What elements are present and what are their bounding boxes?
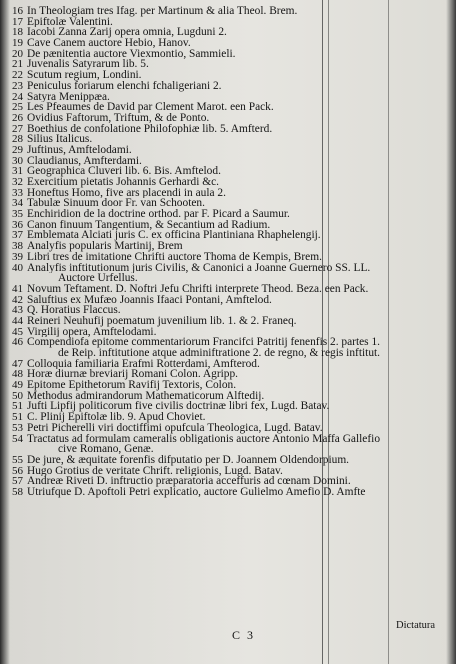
catalogue-entry [12, 38, 442, 49]
entry-text: Honeftus Homo, five ars placendi in aula 2. [27, 187, 226, 199]
entry-number: 25 [12, 102, 23, 113]
entry-number: 17 [12, 16, 23, 28]
catalogue-entry [12, 391, 442, 402]
catalogue-entry [12, 198, 442, 209]
catalogue-entry [12, 113, 442, 124]
entry-text: Ovidius Faftorum, Triftum, & de Ponto. [27, 112, 210, 124]
entry-number: 21 [12, 59, 23, 71]
entry-number: 36 [12, 219, 23, 231]
entry-text: Petri Picherelli viri doctiffimi opufcula Theologica, Lugd. Batav. [27, 422, 323, 434]
entry-number: 27 [12, 123, 23, 135]
entry-number: 19 [12, 38, 23, 49]
entry-text: Andreæ Riveti D. inftructio præparatoria acceffuris ad cœnam Domini. [27, 476, 351, 487]
catalogue-entry [12, 92, 442, 103]
catchword: Dictatura [396, 620, 436, 631]
catalogue-entry [12, 401, 442, 412]
entry-number: 51 [12, 412, 23, 423]
catalogue-entry [12, 252, 442, 263]
catalogue-entry [12, 380, 442, 391]
catalogue-entry [12, 145, 442, 156]
catalogue-entry [12, 49, 442, 60]
entry-text: Virgilij opera, Amftelodami. [27, 326, 157, 338]
page-footer [0, 620, 456, 642]
entry-text: Cave Canem auctore Hebio, Hanov. [27, 38, 191, 49]
entry-number: 51 [12, 401, 23, 413]
entry-text: C. Plinij Epiftolæ lib. 9. Apud Choviet. [27, 412, 206, 423]
catalogue-entry [12, 305, 442, 316]
entry-number: 54 [12, 433, 23, 445]
entry-number: 28 [12, 134, 23, 145]
catalogue-entry [12, 295, 442, 306]
catalogue-entry [12, 327, 442, 338]
entry-number: 33 [12, 187, 23, 199]
entry-text: Saluftius ex Mufæo Joannis Ifaaci Pontani, Amftelod. [27, 294, 272, 306]
catalogue-entry [12, 284, 442, 295]
entry-text: Novum Teftament. D. Noftri Jefu Chrifti interprete Theod. Beza. een Pack. [27, 283, 369, 295]
signature-mark: C 3 [232, 628, 256, 642]
catalogue-entry-continuation [12, 444, 442, 455]
catalogue-entry [12, 27, 442, 38]
catalogue-entry-continuation [12, 348, 442, 359]
catalogue-entry [12, 81, 442, 92]
entry-number: 16 [12, 6, 23, 17]
entry-number: 46 [12, 337, 23, 348]
catalogue-entry [12, 124, 442, 135]
entry-text: Analyfis popularis Martinij, Brem [27, 241, 183, 252]
entry-text: Boethius de confolatione Philofophiæ lib. 5. Amfterd. [27, 123, 273, 135]
entry-number: 34 [12, 198, 23, 210]
entry-number: 45 [12, 326, 23, 338]
catalogue-entry [12, 6, 442, 17]
catalogue-entry [12, 230, 442, 241]
catalogue-entry [12, 188, 442, 199]
entry-text: Colloquia familiaria Erafmi Rotterdami, Amfterod. [27, 358, 260, 370]
catalogue-entry [12, 102, 442, 113]
entry-text: Silius Italicus. [27, 134, 93, 145]
entry-text: Canon finuum Tangentium, & Secantium ad Radium. [27, 219, 271, 231]
entry-text: Hugo Grotius de veritate Chrift. religionis, Lugd. Batav. [27, 465, 283, 477]
catalogue-entry [12, 423, 442, 434]
catalogue-entry [12, 476, 442, 487]
entry-text: Libri tres de imitatione Chrifti auctore Thoma de Kempis, Brem. [27, 251, 322, 263]
catalogue-entry [12, 487, 442, 498]
entry-number: 56 [12, 465, 23, 477]
entry-text: Iacobi Zanna Zarij opera omnia, Lugduni 2. [27, 27, 227, 39]
entry-number: 30 [12, 155, 23, 167]
catalogue-entry [12, 59, 442, 70]
entry-text: Claudianus, Amfterdami. [27, 155, 142, 167]
entry-number: 57 [12, 476, 23, 487]
entry-text: Enchiridion de la doctrine orthod. par F. Picard a Saumur. [27, 209, 290, 220]
entry-number: 24 [12, 91, 23, 103]
catalogue-entry [12, 466, 442, 477]
entry-number: 23 [12, 80, 23, 92]
entry-text: De jure, & æquitate forenfis difputatio per D. Joannem Oldendorpium. [27, 454, 350, 466]
entry-number: 20 [12, 48, 23, 60]
entry-text: Reineri Neuhufij poematum juvenilium lib. 1. & 2. Franeq. [27, 315, 297, 327]
catalogue-entry-continuation [12, 273, 442, 284]
entry-number: 22 [12, 70, 23, 81]
catalogue-entry [12, 17, 442, 28]
entry-text: Geographica Cluveri lib. 6. Bis. Amftelod. [27, 166, 221, 177]
entry-number: 38 [12, 241, 23, 252]
entry-number: 55 [12, 454, 23, 466]
entry-text: Les Pfeaumes de David par Clement Marot. een Pack. [27, 102, 274, 113]
entry-number: 32 [12, 177, 23, 188]
catalogue-entry [12, 220, 442, 231]
entry-text: Satyra Menippæa. [27, 91, 110, 103]
entry-text: Jufti Lipfij politicorum five civilis doctrinæ libri fex, Lugd. Batav. [27, 401, 330, 413]
catalogue-entry [12, 134, 442, 145]
entry-number: 50 [12, 390, 23, 402]
entry-number: 18 [12, 27, 23, 39]
entry-text: Tabulæ Sinuum door Fr. van Schooten. [27, 198, 205, 210]
entry-number: 53 [12, 422, 23, 434]
entry-number: 40 [12, 262, 23, 274]
entry-number: 44 [12, 315, 23, 327]
entry-number: 47 [12, 358, 23, 370]
entry-number: 39 [12, 251, 23, 263]
entry-text: Epiftolæ Valentini. [27, 16, 113, 28]
catalogue-entry [12, 455, 442, 466]
catalogue-entry [12, 337, 442, 348]
entry-text: Peniculus foriarum elenchi fchaligeriani 2. [27, 80, 222, 92]
catalogue-entry [12, 241, 442, 252]
entry-number: 29 [12, 144, 23, 156]
entry-text: Utriufque D. Apoftoli Petri explicatio, auctore Gulielmo Amefio D. Amfte [27, 486, 366, 498]
entry-number: 41 [12, 283, 23, 295]
entry-number: 26 [12, 112, 23, 124]
binding-shadow [0, 0, 10, 664]
entry-number: 43 [12, 305, 23, 316]
catalogue-entry [12, 359, 442, 370]
entry-number: 58 [12, 486, 23, 498]
catalogue-entry [12, 434, 442, 445]
entry-text: Compendiofa epitome commentariorum Francifci Patritij fenenfis 2. partes 1. [27, 337, 381, 348]
entry-text: Emblemata Alciati juris C. ex officina Plantiniana Rhaphelengij. [27, 230, 321, 242]
entry-text: Exercitium pietatis Johannis Gerhardi &c. [27, 177, 220, 188]
entry-number: 35 [12, 209, 23, 220]
catalogue-entry [12, 369, 442, 380]
catalogue-entry [12, 166, 442, 177]
entry-text: Epitome Epithetorum Ravifij Textoris, Colon. [27, 380, 237, 391]
entry-number: 37 [12, 230, 23, 242]
catalogue-entry [12, 316, 442, 327]
entry-text: de Reip. inftitutione atque adminiftratione 2. de regno, & regis inftitut. [58, 348, 381, 359]
entry-text: De pænitentia auctore Viexmontio, Sammieli. [27, 48, 236, 60]
entry-text: Analyfis inftitutionum juris Civilis, & Canonici a Joanne Guernero SS. LL. [27, 262, 371, 274]
entry-text: Q. Horatius Flaccus. [27, 305, 121, 316]
entry-text: cive Romano, Genæ. [58, 444, 154, 455]
catalogue-entry [12, 263, 442, 274]
entry-text: Scutum regium, Londini. [27, 70, 142, 81]
entry-number: 49 [12, 380, 23, 391]
catalogue-entry [12, 412, 442, 423]
entry-text: Tractatus ad formulam cameralis obligationis auctore Antonio Maffa Gallefio [27, 433, 381, 445]
entry-number: 48 [12, 369, 23, 381]
entry-number: 31 [12, 166, 23, 177]
entry-text: Juvenalis Satyrarum lib. 5. [27, 59, 149, 71]
entry-text: In Theologiam tres Ifag. per Martinum & alia Theol. Brem. [27, 6, 298, 17]
entry-number: 42 [12, 294, 23, 306]
entry-text: Juftinus, Amftelodami. [27, 144, 132, 156]
entry-text: Methodus admirandorum Mathematicorum Alftedij. [27, 390, 265, 402]
entry-text: Horæ diurnæ breviarij Romani Colon. Agripp. [27, 369, 239, 381]
catalogue-entry [12, 177, 442, 188]
catalogue-list [12, 6, 442, 498]
page-edge [446, 0, 456, 664]
catalogue-entry [12, 156, 442, 167]
entry-text: Auctore Urfellus. [58, 273, 138, 284]
catalogue-entry [12, 70, 442, 81]
catalogue-entry [12, 209, 442, 220]
